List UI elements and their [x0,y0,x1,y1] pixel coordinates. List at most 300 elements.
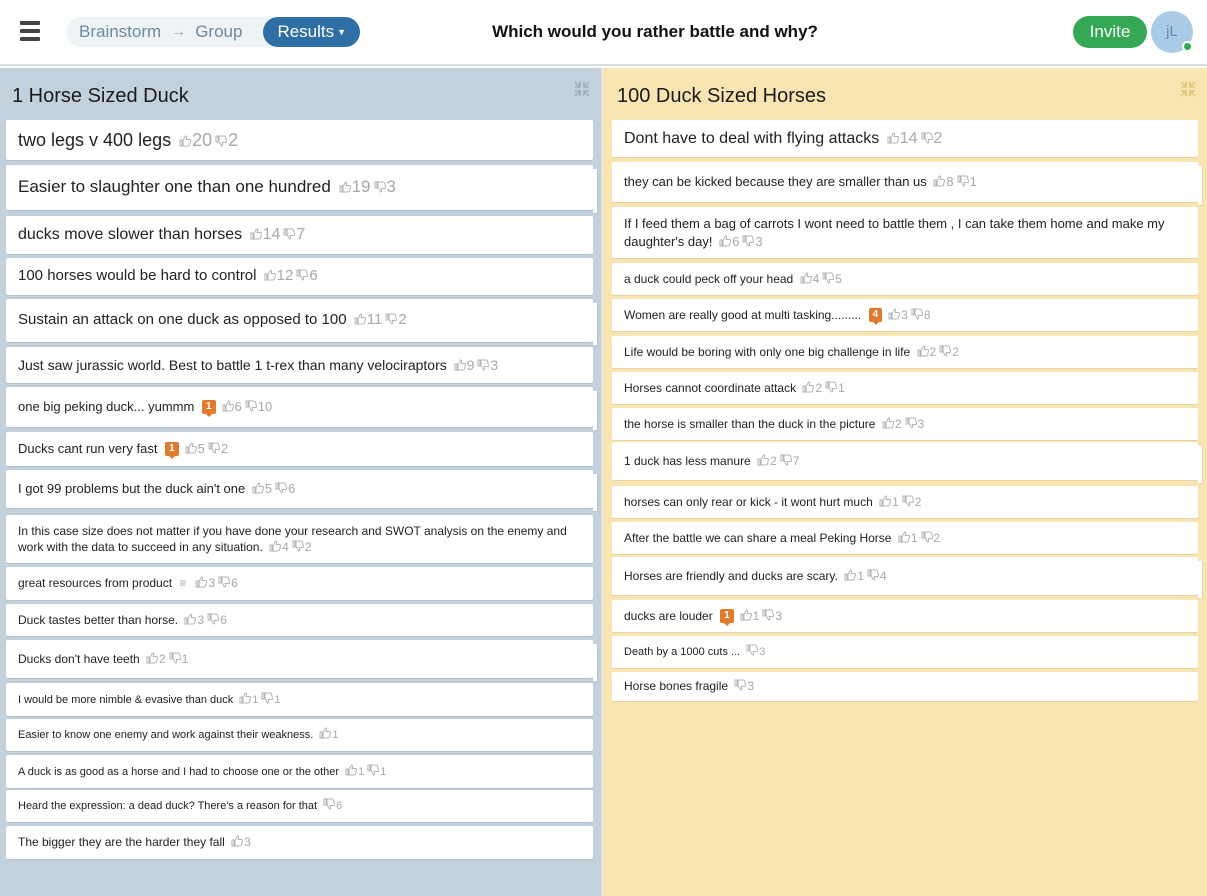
step-results-dropdown[interactable] [263,17,360,47]
card-text: After the battle we can share a meal Peking Horse [624,530,892,545]
idea-card[interactable] [6,515,593,563]
thumbs-up-icon [844,569,856,581]
idea-card[interactable] [612,408,1198,440]
downvote-button[interactable] [921,130,943,147]
upvote-count: 19 [351,177,371,197]
card-stats [261,267,318,284]
upvote-count: 2 [159,651,166,666]
downvote-button[interactable] [742,234,762,249]
upvote-button[interactable] [184,613,204,627]
thumbs-up-icon [195,576,207,588]
card-text: ducks are louder [624,608,713,623]
card-text: Ducks cant run very fast [18,441,158,457]
upvote-count: 2 [815,380,823,395]
idea-card[interactable] [6,299,593,342]
card-text: a duck could peck off your head [624,271,794,286]
downvote-count: 8 [923,307,931,322]
idea-card[interactable] [6,347,593,383]
upvote-count: 8 [946,174,954,190]
card-text: horses can only rear or kick - it wont hurt much [624,494,873,509]
downvote-count: 3 [747,679,755,694]
avatar-initials: jL [1166,23,1178,40]
thumbs-down-icon [374,181,386,193]
thumbs-up-icon [882,417,894,429]
upvote-button[interactable] [882,417,902,431]
downvote-count: 2 [228,129,239,150]
upvote-count: 3 [197,612,205,627]
upvote-button[interactable] [345,766,364,778]
upvote-button[interactable] [454,357,475,373]
upvote-count: 11 [366,311,383,329]
column-horse-sized-duck [0,68,601,896]
downvote-count: 1 [969,174,977,190]
idea-card[interactable] [6,387,593,427]
thumbs-down-icon [921,531,933,543]
card-stats [247,226,306,243]
idea-card[interactable] [6,258,593,295]
idea-card[interactable] [612,672,1198,701]
thumbs-down-icon [734,679,746,691]
idea-card[interactable] [612,162,1198,202]
thumbs-down-icon [292,540,304,552]
downvote-count: 2 [220,441,229,457]
thumbs-up-icon [454,359,466,371]
thumbs-down-icon [911,308,923,320]
downvote-button[interactable] [292,540,312,554]
thumbs-up-icon [719,235,731,247]
card-text: I got 99 problems but the duck ain't one [18,481,246,497]
idea-card[interactable] [6,470,593,508]
column-duck-sized-horses [603,68,1207,896]
downvote-button[interactable] [477,357,498,373]
column-title: 1 Horse Sized Duck [12,85,189,107]
thumbs-up-icon [345,764,357,776]
thumbs-up-icon [887,132,899,144]
upvote-count: 4 [812,271,820,286]
thumbs-down-icon [867,569,879,581]
upvote-count: 20 [192,129,213,150]
upvote-button[interactable] [179,130,212,150]
thumbs-down-icon [746,644,758,656]
downvote-count: 1 [274,693,281,706]
thumbs-up-icon [800,272,812,284]
downvote-button[interactable] [374,177,396,196]
upvote-button[interactable] [264,267,294,284]
card-stats [351,311,407,328]
avatar[interactable] [1151,11,1193,53]
downvote-button[interactable] [218,576,238,590]
card-stats [161,441,228,456]
thumbs-down-icon [762,609,774,621]
card-stats [181,613,226,627]
upvote-button[interactable] [269,540,289,554]
thumbs-up-icon [146,652,158,664]
idea-card[interactable] [612,522,1198,554]
thumbs-down-icon [323,798,335,810]
idea-card[interactable] [612,120,1198,157]
card-stats [716,234,762,249]
thumbs-up-icon [184,613,196,625]
downvote-button[interactable] [261,694,280,706]
upvote-count: 2 [770,453,777,468]
card-text: Horse bones fragile [624,679,729,694]
upvote-button[interactable] [252,481,272,496]
thumbs-up-icon [354,313,366,325]
card-text: The bigger they are the harder they fall [18,835,225,850]
thumbs-down-icon [742,235,754,247]
idea-card[interactable] [6,755,593,788]
thumbs-up-icon [185,442,197,454]
downvote-button[interactable] [275,481,295,496]
upvote-count: 12 [276,267,294,285]
downvote-count: 3 [386,177,396,197]
downvote-button[interactable] [911,308,931,322]
thumbs-down-icon [296,269,308,281]
downvote-button[interactable] [825,381,845,395]
downvote-count: 3 [917,416,925,431]
thumbs-down-icon [207,613,219,625]
idea-card[interactable] [6,120,593,160]
top-bar [0,0,1207,66]
downvote-button[interactable] [939,345,959,359]
collapse-icon[interactable] [1179,80,1197,98]
thumbs-down-icon [957,175,969,187]
upvote-button[interactable] [239,694,258,706]
card-text: one big peking duck... yummm [18,399,195,415]
downvote-count: 2 [398,311,407,329]
downvote-count: 3 [490,356,499,373]
idea-card[interactable] [612,636,1198,668]
idea-card[interactable] [612,600,1198,632]
idea-card[interactable] [612,442,1198,480]
page-title: Which would you rather battle and why? [492,22,818,41]
card-stats [175,576,237,590]
thumbs-up-icon [879,495,891,507]
card-text: In this case size does not matter if you have done your research and SWOT analysis on the enemy and work with the data to succeed in any situation. [18,523,567,554]
phase-breadcrumb [66,17,360,47]
downvote-button[interactable] [822,272,842,286]
downvote-button[interactable] [902,495,922,509]
downvote-button[interactable] [867,569,887,583]
downvote-button[interactable] [296,267,317,284]
card-stats [320,800,342,812]
idea-card[interactable] [6,604,593,636]
downvote-button[interactable] [208,441,228,456]
upvote-count: 2 [929,344,937,359]
downvote-button[interactable] [734,679,754,693]
card-text: 100 horses would be hard to control [18,267,257,285]
downvote-button[interactable] [169,652,189,666]
downvote-button[interactable] [905,417,925,431]
thumbs-up-icon [179,135,191,147]
downvote-count: 2 [304,540,312,554]
downvote-count: 3 [755,233,763,249]
collapse-icon[interactable] [573,80,591,98]
idea-card[interactable] [612,207,1198,258]
thumbs-up-icon [250,228,262,240]
downvote-count: 10 [257,399,273,415]
comment-count-badge[interactable]: 4 [869,308,883,322]
thumbs-down-icon [208,442,220,454]
card-text: I would be more nimble & evasive than duck [18,693,234,706]
comment-count-badge[interactable]: 1 [202,400,216,414]
downvote-count: 2 [933,129,943,147]
idea-card[interactable] [612,299,1198,331]
card-text: two legs v 400 legs [18,129,172,150]
upvote-button[interactable] [222,399,242,414]
card-stats [865,308,931,322]
thumbs-up-icon [757,454,769,466]
downvote-count: 7 [296,226,306,244]
upvote-count: 1 [358,765,365,778]
hamburger-menu-icon[interactable] [20,21,42,43]
thumbs-down-icon [780,454,792,466]
card-text: A duck is as good as a horse and I had to choose one or the other [18,765,340,778]
card-text: great resources from product [18,576,173,591]
card-stats [249,481,295,496]
card-text: Just saw jurassic world. Best to battle 1 t-rex than many velociraptors [18,356,447,373]
downvote-count: 3 [775,608,782,623]
thumbs-down-icon [218,576,230,588]
thumbs-down-icon [283,228,295,240]
thumbs-up-icon [222,400,234,412]
downvote-button[interactable] [207,613,227,627]
upvote-count: 5 [264,481,273,497]
upvote-count: 4 [282,540,289,554]
online-status-indicator [1182,41,1193,52]
thumbs-down-icon [822,272,834,284]
step-group[interactable]: Group [195,22,243,41]
upvote-button[interactable] [800,272,820,286]
downvote-count: 2 [952,344,959,359]
downvote-count: 3 [759,646,766,659]
downvote-button[interactable] [323,800,342,812]
downvote-button[interactable] [367,766,386,778]
upvote-count: 14 [899,129,918,147]
upvote-button[interactable] [888,308,908,322]
comment-count-badge[interactable]: 1 [165,442,179,456]
upvote-button[interactable] [250,226,281,243]
card-stats [731,679,754,693]
step-brainstorm[interactable]: Brainstorm [79,22,162,41]
card-stats [316,729,338,741]
downvote-count: 6 [336,800,343,813]
downvote-button[interactable] [921,531,941,545]
upvote-count: 1 [252,693,259,706]
thumbs-down-icon [477,359,489,371]
downvote-count: 6 [220,612,227,627]
idea-card[interactable] [6,719,593,751]
upvote-count: 3 [244,835,251,850]
upvote-button[interactable] [719,234,739,249]
downvote-count: 1 [838,380,845,395]
upvote-count: 2 [894,416,902,431]
thumbs-up-icon [740,609,752,621]
upvote-count: 1 [892,494,899,509]
upvote-button[interactable] [844,569,864,583]
invite-button[interactable]: Invite [1073,16,1147,48]
card-text: Ducks don't have teeth [18,651,140,666]
thumbs-down-icon [275,482,287,494]
card-text: Heard the expression: a dead duck? There's a reason for that [18,800,318,813]
card-text: Death by a 1000 cuts ... [624,646,741,659]
thumbs-up-icon [252,482,264,494]
idea-card[interactable] [6,567,593,600]
upvote-button[interactable] [879,495,899,509]
downvote-button[interactable] [283,226,305,243]
upvote-button[interactable] [887,130,918,147]
card-text: they can be kicked because they are smaller than us [624,174,927,190]
thumbs-up-icon [802,381,814,393]
card-stats [236,694,280,706]
thumbs-up-icon [239,692,251,704]
upvote-button[interactable] [917,345,937,359]
idea-card[interactable] [6,432,593,466]
thumbs-down-icon [169,652,181,664]
card-stats [797,272,842,286]
card-stats [930,174,976,189]
card-text: Dont have to deal with flying attacks [624,129,880,147]
upvote-count: 3 [208,576,216,591]
idea-card[interactable] [612,557,1198,595]
thumbs-down-icon [215,135,227,147]
card-stats [743,646,765,658]
idea-card[interactable] [612,372,1198,404]
card-text: Women are really good at multi tasking......... [624,307,862,322]
card-stats [754,454,799,468]
upvote-button[interactable] [195,576,215,590]
card-stats [143,652,188,666]
upvote-button[interactable] [933,174,953,189]
downvote-count: 7 [792,453,800,468]
card-text: Horses cannot coordinate attack [624,380,797,395]
card-stats [914,345,959,359]
downvote-button[interactable] [957,174,977,189]
thumbs-down-icon [261,692,273,704]
thumbs-down-icon [939,345,951,357]
downvote-button[interactable] [762,609,782,623]
card-text: the horse is smaller than the duck in the picture [624,416,876,431]
downvote-count: 1 [181,651,189,666]
card-stats [342,766,386,778]
thumbs-down-icon [905,417,917,429]
card-text: Horses are friendly and ducks are scary. [624,568,838,583]
upvote-button[interactable] [802,381,822,395]
thumbs-down-icon [921,132,933,144]
idea-card[interactable] [612,336,1198,368]
arrow-right-icon: → [170,23,187,40]
card-stats [876,495,921,509]
card-stats [336,177,396,196]
idea-card[interactable] [6,826,593,859]
upvote-button[interactable] [898,531,918,545]
card-text: Easier to know one enemy and work against their weakness. [18,729,314,742]
idea-card[interactable] [6,683,593,716]
card-text: 1 duck has less manure [624,453,751,468]
card-stats [895,531,940,545]
upvote-button[interactable] [339,177,371,196]
downvote-count: 2 [933,530,941,545]
idea-card[interactable] [6,216,593,254]
upvote-button[interactable] [319,729,338,741]
upvote-count: 1 [857,568,864,583]
card-stats [176,130,238,150]
idea-card[interactable] [6,790,593,822]
upvote-count: 6 [732,233,740,249]
thumbs-up-icon [933,175,945,187]
upvote-button[interactable] [185,441,205,456]
card-text: If I feed them a bag of carrots I wont need to battle them , I can take them home and make my daughter's day! [624,215,1165,249]
upvote-count: 1 [910,530,918,545]
idea-card[interactable] [612,263,1198,295]
upvote-button[interactable] [146,652,166,666]
step-results-label: Results [277,22,335,41]
downvote-button[interactable] [746,646,765,658]
idea-card[interactable] [612,486,1198,518]
thumbs-down-icon [902,495,914,507]
upvote-count: 14 [262,226,281,244]
upvote-button[interactable] [354,311,383,328]
downvote-count: 6 [231,576,238,591]
card-stats [266,540,311,554]
downvote-count: 6 [288,481,296,497]
column-title: 100 Duck Sized Horses [617,85,826,107]
downvote-button[interactable] [780,454,800,468]
card-stats [799,381,844,395]
upvote-count: 6 [234,399,242,415]
upvote-count: 1 [752,608,760,623]
downvote-count: 2 [914,494,922,509]
upvote-button[interactable] [231,835,251,849]
card-text: Life would be boring with only one big challenge in life [624,344,911,359]
card-stats [884,130,943,147]
thumbs-up-icon [339,181,351,193]
caret-down-icon: ▼ [337,27,347,37]
thumbs-up-icon [269,540,281,552]
downvote-button[interactable] [215,130,238,150]
upvote-count: 9 [466,356,475,373]
upvote-count: 5 [197,441,205,457]
downvote-button[interactable] [385,311,406,328]
upvote-button[interactable] [757,454,777,468]
thumbs-up-icon [264,269,276,281]
thumbs-up-icon [231,835,243,847]
idea-card[interactable] [6,640,593,678]
card-text: ducks move slower than horses [18,226,243,244]
downvote-count: 5 [835,271,842,286]
downvote-count: 6 [309,267,318,285]
card-stats [451,357,499,373]
downvote-button[interactable] [245,399,272,414]
card-stats [841,569,886,583]
downvote-count: 1 [380,765,387,778]
card-stats [198,399,272,414]
thumbs-down-icon [385,313,397,325]
thumbs-down-icon [245,400,257,412]
thumbs-up-icon [917,345,929,357]
thumbs-up-icon [898,531,910,543]
card-text: Sustain an attack on one duck as opposed to 100 [18,311,347,329]
idea-card[interactable] [6,165,593,210]
menu-lines-icon[interactable]: ≡ [179,576,187,591]
upvote-count: 3 [901,307,908,322]
downvote-count: 4 [879,568,887,583]
thumbs-up-icon [888,308,900,320]
comment-count-badge[interactable]: 1 [720,609,734,623]
upvote-count: 1 [332,729,339,742]
upvote-button[interactable] [740,609,760,623]
card-stats [879,417,924,431]
